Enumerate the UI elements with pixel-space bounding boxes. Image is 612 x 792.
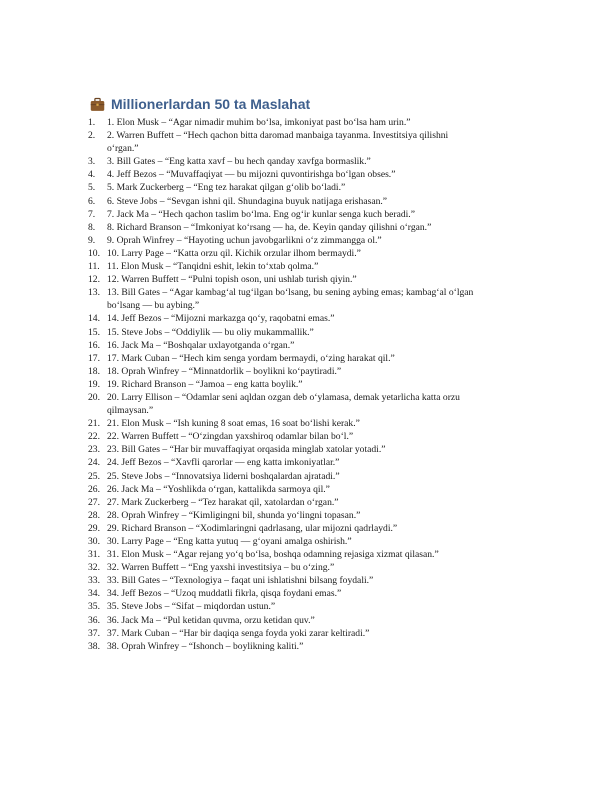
list-item xyxy=(88,417,528,430)
quote-line: 16. Jack Ma – “Boshqalar uxlayotganda o‘rgan.” xyxy=(107,339,295,351)
quote-text xyxy=(107,155,527,168)
list-item xyxy=(88,548,528,561)
list-item-number: 37. xyxy=(88,627,100,639)
list-item xyxy=(88,456,528,469)
list-item xyxy=(88,273,528,286)
list-item xyxy=(88,208,528,221)
list-item-number: 2. xyxy=(88,130,96,142)
quote-line: 26. Jack Ma – “Yoshlikda o‘rgan, kattalikda sarmoya qil.” xyxy=(107,483,330,495)
document-heading xyxy=(90,94,310,114)
list-item-number: 3. xyxy=(88,156,96,168)
quote-list xyxy=(88,116,528,653)
list-item-number: 14. xyxy=(88,313,100,325)
quote-line: 37. Mark Cuban – “Har bir daqiqa senga foyda yoki zarar keltiradi.” xyxy=(107,627,370,639)
list-item-number: 8. xyxy=(88,221,96,233)
list-item xyxy=(88,535,528,548)
quote-line: 25. Steve Jobs – “Innovatsiya liderni boshqalardan ajratadi.” xyxy=(107,470,340,482)
quote-text xyxy=(107,430,527,443)
list-item xyxy=(88,339,528,352)
list-item xyxy=(88,326,528,339)
list-item xyxy=(88,116,528,129)
quote-text xyxy=(107,168,527,181)
list-item-number: 32. xyxy=(88,562,100,574)
list-item xyxy=(88,640,528,653)
quote-text xyxy=(107,509,527,522)
quote-text xyxy=(107,535,527,548)
quote-line: 30. Larry Page – “Eng katta yutuq — g‘oyani amalga oshirish.” xyxy=(107,536,352,547)
quote-line: 5. Mark Zuckerberg – “Eng tez harakat qilgan g‘olib bo‘ladi.” xyxy=(107,182,346,194)
quote-line: 4. Jeff Bezos – “Muvaffaqiyat — bu mijozni quvontirishga bo‘lgan obses.” xyxy=(107,169,396,181)
quote-text xyxy=(107,234,527,247)
list-item-number: 19. xyxy=(88,378,100,390)
quote-text xyxy=(107,116,527,129)
list-item-number: 13. xyxy=(88,287,100,299)
quote-text xyxy=(107,247,527,260)
list-item xyxy=(88,522,528,535)
quote-text xyxy=(107,129,527,155)
quote-text xyxy=(107,627,527,640)
quote-line: 34. Jeff Bezos – “Uzoq muddatli fikrla, qisqa foydani emas.” xyxy=(107,588,342,600)
list-item xyxy=(88,365,528,378)
quote-text xyxy=(107,365,527,378)
list-item-number: 9. xyxy=(88,234,96,246)
list-item xyxy=(88,443,528,456)
quote-text xyxy=(107,352,527,365)
quote-text xyxy=(107,574,527,587)
quote-text xyxy=(107,496,527,509)
list-item xyxy=(88,286,528,312)
quote-line: 18. Oprah Winfrey – “Minnatdorlik – boylikni ko‘paytiradi.” xyxy=(107,365,342,377)
list-item-number: 4. xyxy=(88,169,96,181)
list-item xyxy=(88,574,528,587)
quote-text xyxy=(107,378,527,391)
list-item-number: 20. xyxy=(88,391,100,403)
quote-line: 7. Jack Ma – “Hech qachon taslim bo‘lma. Eng og‘ir kunlar senga kuch beradi.” xyxy=(107,208,415,220)
quote-line: 35. Steve Jobs – “Sifat – miqdordan ustun.” xyxy=(107,601,276,613)
quote-line: 36. Jack Ma – “Pul ketidan quvma, orzu ketidan quv.” xyxy=(107,614,315,626)
list-item xyxy=(88,600,528,613)
quote-text xyxy=(107,326,527,339)
list-item-number: 24. xyxy=(88,457,100,469)
quote-text xyxy=(107,640,527,653)
quote-line: qilmaysan.” xyxy=(107,405,154,417)
quote-line: 29. Richard Branson – “Xodimlaringni qadrlasang, ular mijozni qadrlaydi.” xyxy=(107,522,398,534)
quote-line: 6. Steve Jobs – “Sevgan ishni qil. Shundagina buyuk natijaga erishasan.” xyxy=(107,195,388,207)
quote-line: 27. Mark Zuckerberg – “Tez harakat qil, xatolardan o‘rgan.” xyxy=(107,496,339,508)
list-item xyxy=(88,312,528,325)
list-item-number: 26. xyxy=(88,483,100,495)
list-item-number: 28. xyxy=(88,509,100,521)
quote-text xyxy=(107,443,527,456)
list-item xyxy=(88,195,528,208)
list-item xyxy=(88,430,528,443)
list-item-number: 23. xyxy=(88,444,100,456)
list-item xyxy=(88,496,528,509)
list-item-number: 16. xyxy=(88,339,100,351)
quote-line: 23. Bill Gates – “Har bir muvaffaqiyat orqasida minglab xatolar yotadi.” xyxy=(107,444,386,456)
list-item-number: 38. xyxy=(88,640,100,652)
quote-line: 33. Bill Gates – “Texnologiya – faqat uni ishlatishni bilsang foydali.” xyxy=(107,575,374,587)
quote-text xyxy=(107,561,527,574)
list-item xyxy=(88,129,528,155)
quote-line: 8. Richard Branson – “Imkoniyat ko‘rsang — ha, de. Keyin qanday qilishni o‘rgan.” xyxy=(107,221,432,233)
list-item xyxy=(88,221,528,234)
quote-text xyxy=(107,483,527,496)
list-item xyxy=(88,352,528,365)
quote-text xyxy=(107,273,527,286)
quote-line: 15. Steve Jobs – “Oddiylik — bu oliy mukammallik.” xyxy=(107,326,314,338)
list-item xyxy=(88,509,528,522)
list-item-number: 15. xyxy=(88,326,100,338)
quote-line: 31. Elon Musk – “Agar rejang yo‘q bo‘lsa, boshqa odamning rejasiga xizmat qilasan.” xyxy=(107,549,439,561)
list-item xyxy=(88,561,528,574)
list-item-number: 27. xyxy=(88,496,100,508)
quote-line: 24. Jeff Bezos – “Xavfli qarorlar — eng katta imkoniyatlar.” xyxy=(107,457,340,469)
list-item-number: 10. xyxy=(88,247,100,259)
list-item-number: 35. xyxy=(88,601,100,613)
quote-line: 20. Larry Ellison – “Odamlar seni aqldan ozgan deb o‘ylamasa, demak yetarlicha katta orzu xyxy=(107,391,460,403)
list-item-number: 17. xyxy=(88,352,100,364)
quote-text xyxy=(107,600,527,613)
list-item-number: 33. xyxy=(88,575,100,587)
quote-text xyxy=(107,221,527,234)
page-title: Millionerlardan 50 ta Maslahat xyxy=(111,96,311,112)
list-item-number: 22. xyxy=(88,431,100,443)
quote-text xyxy=(107,208,527,221)
list-item xyxy=(88,391,528,417)
quote-text xyxy=(107,312,527,325)
quote-text xyxy=(107,339,527,352)
list-item-number: 12. xyxy=(88,274,100,286)
quote-line: o‘rgan.” xyxy=(107,143,139,155)
quote-line: 21. Elon Musk – “Ish kuning 8 soat emas, 16 soat bo‘lishi kerak.” xyxy=(107,418,360,430)
list-item-number: 6. xyxy=(88,195,96,207)
quote-text xyxy=(107,614,527,627)
list-item xyxy=(88,378,528,391)
quote-line: 14. Jeff Bezos – “Mijozni markazga qo‘y, raqobatni emas.” xyxy=(107,313,335,325)
list-item xyxy=(88,181,528,194)
quote-line: 22. Warren Buffett – “O‘zingdan yaxshiroq odamlar bilan bo‘l.” xyxy=(107,431,354,443)
list-item-number: 30. xyxy=(88,536,100,547)
list-item-number: 29. xyxy=(88,522,100,534)
quote-text xyxy=(107,286,527,312)
quote-text xyxy=(107,391,527,417)
list-item-number: 18. xyxy=(88,365,100,377)
quote-line: 3. Bill Gates – “Eng katta xavf – bu hech qanday xavfga bormaslik.” xyxy=(107,156,371,168)
quote-line: 11. Elon Musk – “Tanqidni eshit, lekin to‘xtab qolma.” xyxy=(107,261,319,273)
list-item xyxy=(88,234,528,247)
list-item-number: 31. xyxy=(88,549,100,561)
list-item-number: 11. xyxy=(88,261,100,273)
quote-line: 38. Oprah Winfrey – “Ishonch – boylikning kaliti.” xyxy=(107,640,304,652)
list-item-number: 21. xyxy=(88,418,100,430)
quote-line: 10. Larry Page – “Katta orzu qil. Kichik orzular ilhom bermaydi.” xyxy=(107,247,361,259)
quote-text xyxy=(107,548,527,561)
quote-text xyxy=(107,522,527,535)
briefcase-icon xyxy=(90,97,105,112)
list-item xyxy=(88,260,528,273)
quote-text xyxy=(107,195,527,208)
quote-line: 28. Oprah Winfrey – “Kimligingni bil, shunda yo‘lingni topasan.” xyxy=(107,509,361,521)
quote-line: 12. Warren Buffett – “Pulni topish oson, uni ushlab turish qiyin.” xyxy=(107,274,357,286)
quote-line: 9. Oprah Winfrey – “Hayoting uchun javobgarlikni o‘z zimmangga ol.” xyxy=(107,234,382,246)
list-item xyxy=(88,247,528,260)
quote-text xyxy=(107,587,527,600)
list-item xyxy=(88,470,528,483)
quote-line: 13. Bill Gates – “Agar kambag‘al tug‘ilgan bo‘lsang, bu sening aybing emas; kambag‘al o‘lgan xyxy=(107,287,474,299)
list-item-number: 1. xyxy=(88,117,96,128)
list-item-number: 36. xyxy=(88,614,100,626)
list-item-number: 34. xyxy=(88,588,100,600)
list-item xyxy=(88,587,528,600)
quote-line: bo‘lsang — bu aybing.” xyxy=(107,300,200,312)
list-item xyxy=(88,627,528,640)
quote-line: 19. Richard Branson – “Jamoa – eng katta boylik.” xyxy=(107,378,303,390)
quote-line: 17. Mark Cuban – “Hech kim senga yordam bermaydi, o‘zing harakat qil.” xyxy=(107,352,395,364)
quote-text xyxy=(107,181,527,194)
quote-text xyxy=(107,417,527,430)
list-item-number: 25. xyxy=(88,470,100,482)
list-item xyxy=(88,155,528,168)
quote-text xyxy=(107,456,527,469)
quote-text xyxy=(107,470,527,483)
list-item-number: 7. xyxy=(88,208,96,220)
list-item xyxy=(88,614,528,627)
list-item xyxy=(88,483,528,496)
list-item-number: 5. xyxy=(88,182,96,194)
quote-line: 1. Elon Musk – “Agar nimadir muhim bo‘lsa, imkoniyat past bo‘lsa ham urin.” xyxy=(107,117,411,128)
quote-line: 32. Warren Buffett – “Eng yaxshi investitsiya – bu o‘zing.” xyxy=(107,562,335,574)
quote-line: 2. Warren Buffett – “Hech qachon bitta daromad manbaiga tayanma. Investitsiya qilishni xyxy=(107,130,449,142)
quote-text xyxy=(107,260,527,273)
list-item xyxy=(88,168,528,181)
